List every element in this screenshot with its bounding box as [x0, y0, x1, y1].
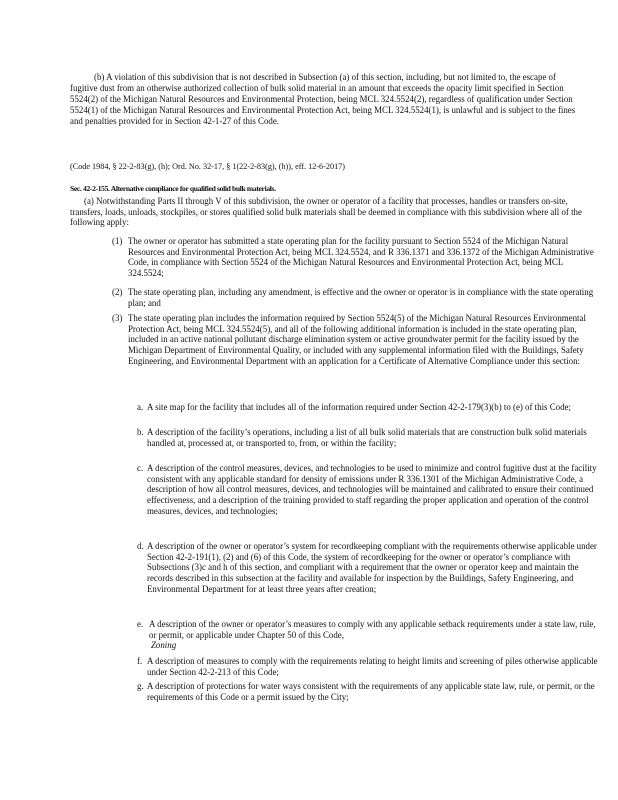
paragraph-b: (b) A violation of this subdivision that is not described in Subsection (a) of this section, including, but not limited to, the escape of fugitive dust from an otherwise authorized collection of bulk solid material in an amount that exceeds the opacity limit specified in Section 5524(2) of the Michigan Natural Resources and Environmental Protection, being MCL 324.5524(2), regardless of qualification under Section 5524(1) of the Michigan Natural Resources and Environmental Protection Act, being MCL 324.5524(1), is unlawful and is subject to the fines and penalties provided for in Section 42-1-27 of this Code.	[70, 72, 576, 126]
sub-item-text: A description of protections for water ways consistent with the requirements of any applicable state law, rule, or permit, or the requirements of this Code or a permit issued by the City;	[147, 681, 595, 702]
item-text: The owner or operator has submitted a state operating plan for the facility pursuant to Section 5524 of the Michigan Natural Resources and Environmental Protection Act, being MCL 324.5524, and R 336.1371 and 336.1372 of the Michigan Administrative Code, in compliance with Section 5524 of the Michigan Natural Resources and Environmental Protection Act, being MCL 324.5524;	[128, 236, 594, 279]
item-text: The state operating plan includes the information required by Section 5524(5) of the Michigan Natural Resources Environmental Protection Act, being MCL 324.5524(5), and all of the following additional information is included in the state operating plan, included in an active national pollutant discharge elimination system or active groundwater permit for the facility issued by the Michigan Department of Environmental Quality, or included with any supplemental information filed with the Buildings, Safety Engineering, and Environmental Department with an application for a Certificate of Alternative Compliance under this section:	[128, 313, 586, 366]
sub-item-text: A description of the owner or operator’s measures to comply with any applicable setback requirements under a state law, rule, or permit, or applicable under Chapter 50 of this Code,	[149, 619, 596, 640]
sub-item	[137, 619, 599, 651]
list-item	[112, 313, 596, 367]
item-text: The state operating plan, including any amendment, is effective and the owner or operator is in compliance with the state operating plan; and	[128, 287, 594, 308]
sub-item-text: A description of the facility’s operations, including a list of all bulk solid materials that are construction bulk solid materials handled at, processed at, or transported to, from, or within the facility;	[147, 427, 587, 448]
sub-item-letter: a.	[137, 402, 144, 412]
section-heading: Sec. 42-2-155. Alternative compliance for qualified solid bulk materials.	[70, 184, 276, 193]
sub-item-letter: f.	[137, 656, 143, 666]
sub-item-letter: e.	[137, 619, 144, 629]
sub-item-text: A description of the owner or operator’s system for recordkeeping compliant with the requirements otherwise applicable under Section 42-2-191(1), (2) and (6) of this Code, the system of recordkeeping for the owner or operator’s compliance with Subsections (3)c and h of this section, and compliant with a requirement that the owner or operator keep and maintain the records described in this subsection at the facility and available for inspection by the Buildings, Safety Engineering, and Environmental Department for at least three years after creation;	[147, 541, 597, 594]
sub-item-text: A description of measures to comply with the requirements relating to height limits and screening of piles otherwise applicable under Section 42-2-213 of this Code;	[147, 656, 598, 677]
sub-item	[137, 656, 599, 677]
sub-item-letter: d.	[137, 541, 144, 551]
sub-item-text: A site map for the facility that includes all of the information required under Section 42-2-179(3)(b) to (e) of this Code;	[147, 402, 571, 412]
history-note: (Code 1984, § 22-2-83(g), (h); Ord. No. 32-17, § 1(22-2-83(g), (h)), eff. 12-6-2017)	[70, 162, 345, 171]
item-number: (1)	[112, 236, 123, 246]
sub-item-text: A description of the control measures, devices, and technologies to be used to minimize and control fugitive dust at the facility consistent with any applicable standard for density of emissions under R 336.1301 of the Michigan Administrative Code, a description of how all control measures, devices, and technologies will be maintained and calibrated to ensure their continued effectiveness, and a description of the training provided to staff regarding the proper application and operation of the control measures, devices, and technologies;	[147, 463, 597, 516]
item-number: (3)	[112, 313, 123, 323]
sub-item-letter: g.	[137, 681, 144, 691]
sub-item	[137, 541, 599, 595]
sub-item-letter: c.	[137, 463, 144, 473]
paragraph-a: (a) Notwithstanding Parts II through V of this subdivision, the owner or operator of a facility that processes, handles or transfers on-site, transfers, loads, unloads, stockpiles, or stores qualified solid bulk materials shall be deemed in compliance with this subdivision where all of the following apply:	[70, 196, 582, 228]
list-item	[112, 287, 600, 308]
zoning-reference: Zoning	[151, 640, 177, 651]
item-number: (2)	[112, 287, 123, 297]
sub-item	[137, 463, 597, 517]
sub-item	[137, 681, 599, 702]
list-item	[112, 236, 600, 279]
sub-item	[137, 402, 597, 413]
sub-item	[137, 427, 597, 448]
sub-item-letter: b.	[137, 427, 144, 437]
